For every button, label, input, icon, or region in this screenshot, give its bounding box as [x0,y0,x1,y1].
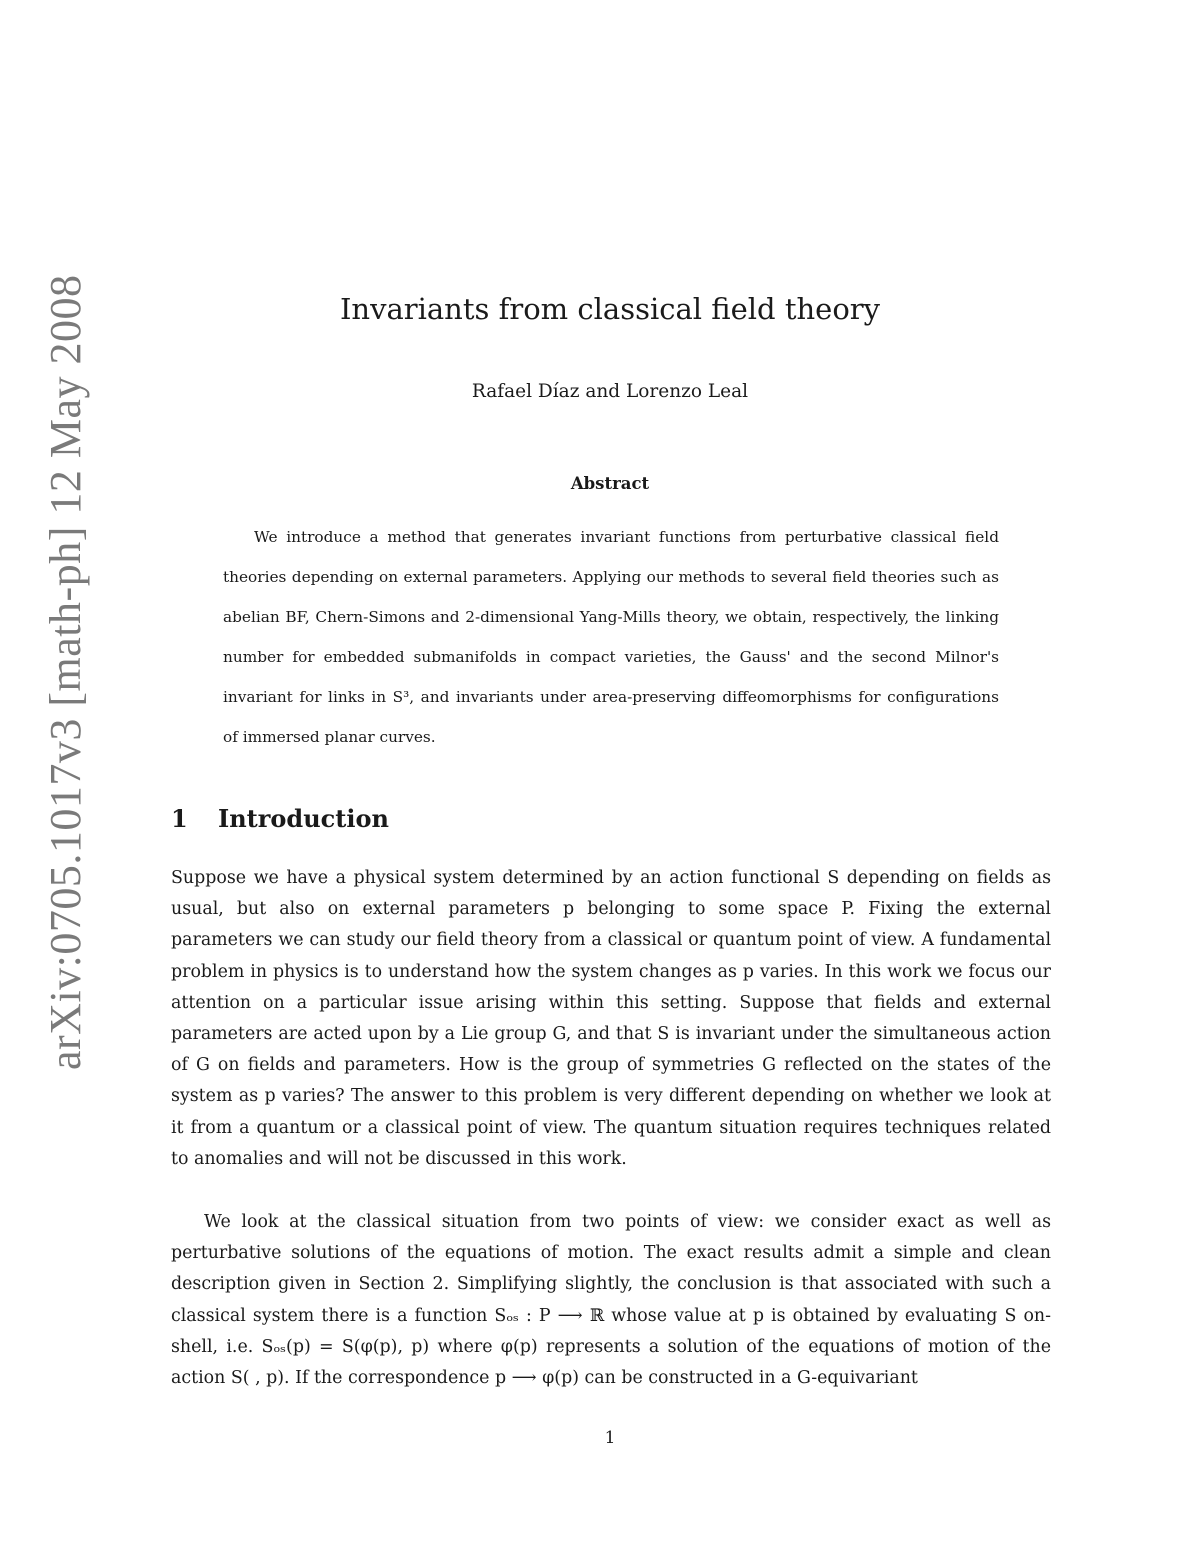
body-paragraph: We look at the classical situation from two points of view: we consider exact as well as perturbative solutions of the equations of motion. The exact results admit a simple and clean description given in Section 2. Simplifying slightly, the conclusion is that associated with such a classical system there is a function Sₒₛ : P ⟶ ℝ whose value at p is obtained by evaluating S on-shell, i.e. Sₒₛ(p) = S(φ(p), p) where φ(p) represents a solution of the equations of motion of the action S( , p). If the correspondence p ⟶ φ(p) can be constructed in a G-equivariant [171,1212,1051,1389]
page-number: 1 [604,1428,616,1448]
section-number: 1 [171,804,188,833]
abstract-text: We introduce a method that generates invariant functions from perturbative classical field theories depending on external parameters. Applying our methods to several field theories such as abelian BF, Chern-Simons and 2-dimensional Yang-Mills theory, we obtain, respectively, the linking number for embedded submanifolds in compact varieties, the Gauss' and the second Milnor's invariant for links in S³, and invariants under area-preserving diffeomorphisms for configurations of immersed planar curves. [223,528,999,746]
paper-title: Invariants from classical field theory [339,292,881,326]
body-paragraph: Suppose we have a physical system determined by an action functional S depending on fields as usual, but also on external parameters p belonging to some space P. Fixing the external parameters we can study our field theory from a classical or quantum point of view. A fundamental problem in physics is to understand how the system changes as p varies. In this work we focus our attention on a particular issue arising within this setting. Suppose that fields and external parameters are acted upon by a Lie group G, and that S is invariant under the simultaneous action of G on fields and parameters. How is the group of symmetries G reflected on the states of the system as p varies? The answer to this problem is very different depending on whether we look at it from a quantum or a classical point of view. The quantum situation requires techniques related to anomalies and will not be discussed in this work. [171,868,1051,1169]
section-title: Introduction [218,804,389,833]
section-heading-introduction [171,804,389,833]
arxiv-identifier-stamp: arXiv:0705.1017v3 [math-ph] 12 May 2008 [41,274,90,1070]
abstract-heading: Abstract [570,474,650,493]
paper-authors: Rafael Díaz and Lorenzo Leal [471,381,749,402]
